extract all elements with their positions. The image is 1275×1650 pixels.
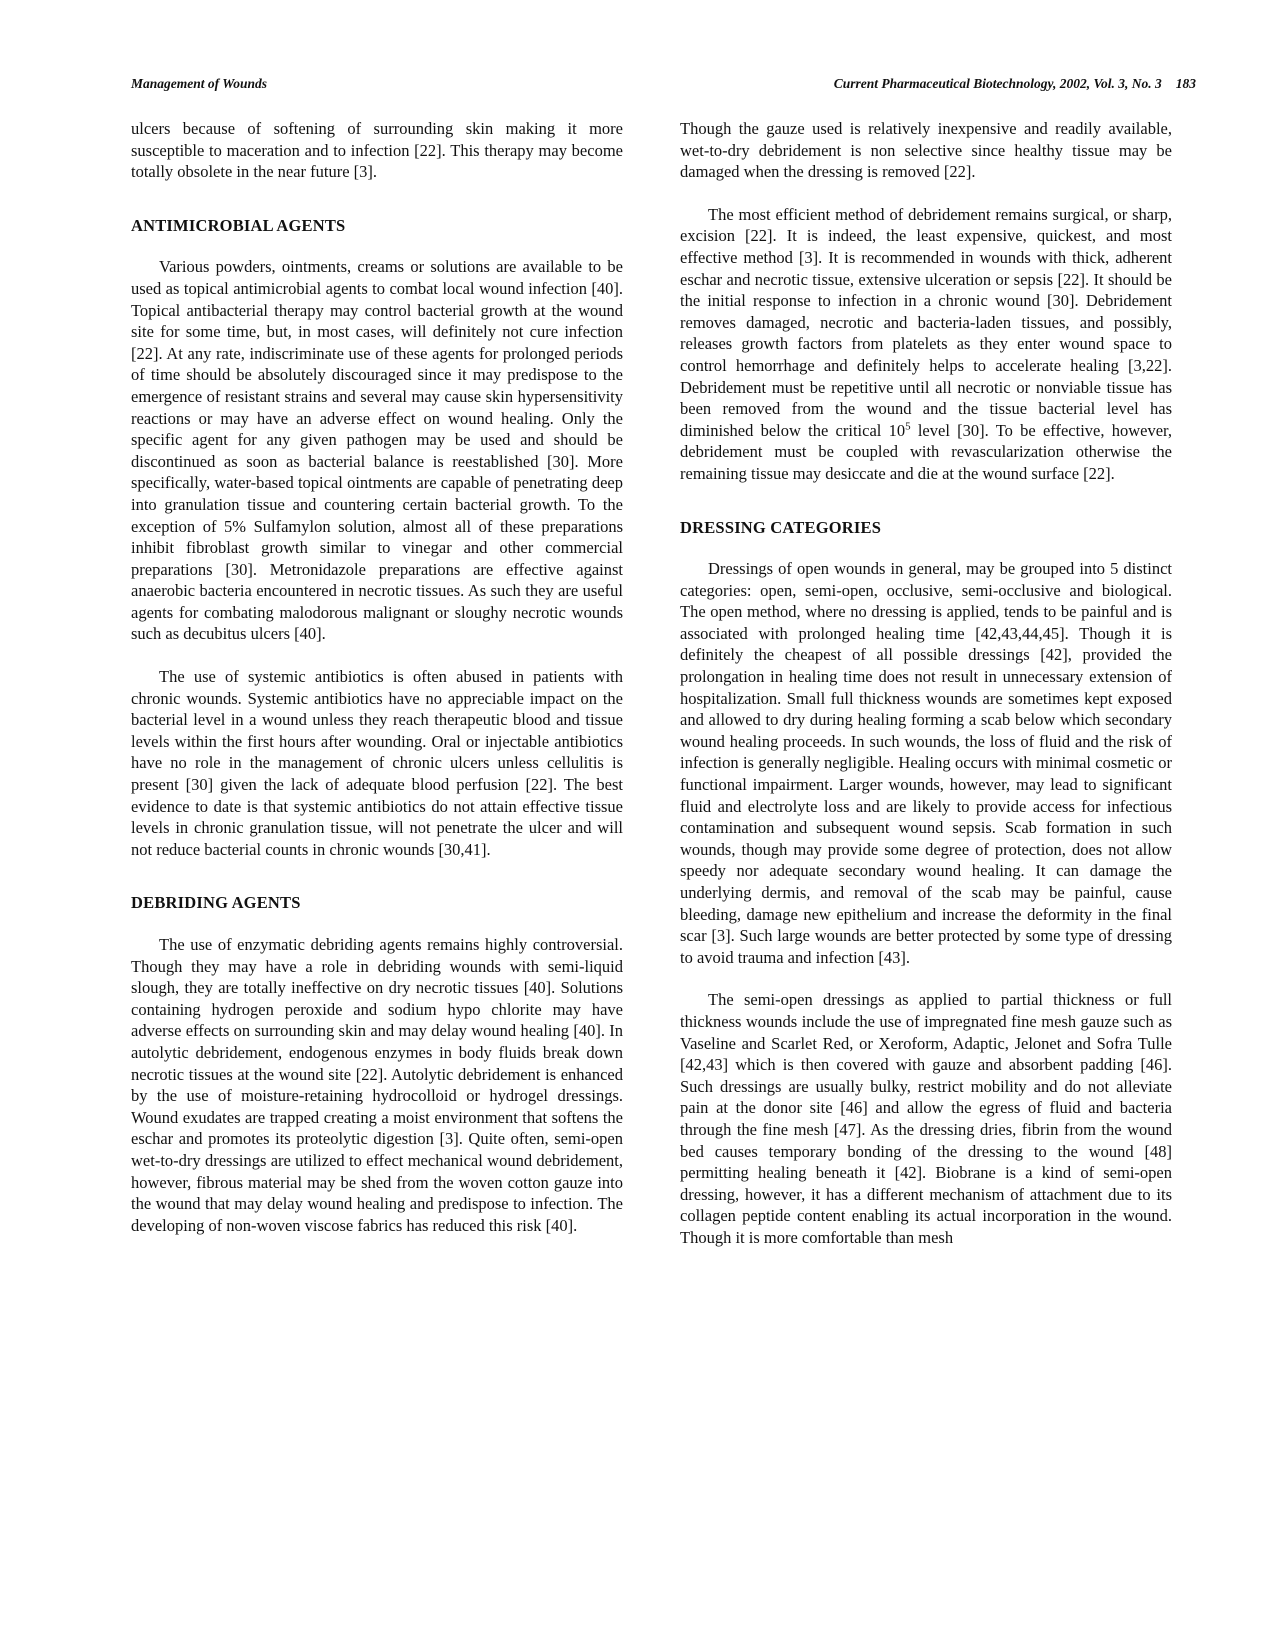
- paragraph: The semi-open dressings as applied to partial thickness or full thickness wounds include the use of impregnated fine mesh gauze such as Vaseline and Scarlet Red, or Xeroform, Adaptic, Jelonet and Sofra Tulle [42,43] which is then covered with gauze and absorbent padding [46]. Such dressings are usually bulky, restrict mobility and do not alleviate pain at the donor site [46] and allow the egress of fluid and bacteria through the fine mesh [47]. As the dressing dries, fibrin from the wound bed causes temporary bonding of the dressing to the wound [48] permitting healing beneath it [42]. Biobrane is a kind of semi-open dressing, however, it has a different mechanism of attachment due to its collagen peptide content enabling its actual incorporation in the wound. Though it is more comfortable than mesh: [680, 990, 1172, 1247]
- right-column: [680, 118, 1172, 1249]
- paragraph: Various powders, ointments, creams or solutions are available to be used as topical antimicrobial agents to combat local wound infection [40]. Topical antibacterial therapy may control bacterial growth at the wound site for some time, but, in most cases, will definitely not cure infection [22]. At any rate, indiscriminate use of these agents for prolonged periods of time should be absolutely discouraged since it may predispose to the emergence of resistant strains and several may cause skin hypersensitivity reactions or may have an adverse effect on wound healing. Only the specific agent for any given pathogen may be used and should be discontinued as soon as bacterial balance is reestablished [30]. More specifically, water-based topical ointments are capable of penetrating deep into granulation tissue and countering certain bacterial growth. To the exception of 5% Sulfamylon solution, almost all of these preparations inhibit fibroblast growth similar to vinegar and other commercial preparations [30]. Metronidazole preparations are effective against anaerobic bacteria encountered in necrotic tissues. As such they are useful agents for combating malodorous malignant or sloughy necrotic wounds such as decubitus ulcers [40].: [131, 257, 623, 644]
- running-header-right: [834, 76, 1196, 92]
- paragraph: The use of enzymatic debriding agents remains highly controversial. Though they may have a role in debriding wounds with semi-liquid slough, they are totally ineffective on dry necrotic tissues [40]. Solutions containing hydrogen peroxide and sodium hypo chlorite may have adverse effects on surrounding skin and may delay wound healing [40]. In autolytic debridement, endogenous enzymes in body fluids break down necrotic tissues at the wound site [22]. Autolytic debridement is enhanced by the use of moisture-retaining hydrocolloid or hydrogel dressings. Wound exudates are trapped creating a moist environment that softens the eschar and promotes its proteolytic digestion [3]. Quite often, semi-open wet-to-dry dressings are utilized to effect mechanical wound debridement, however, fibrous material may be shed from the woven cotton gauze into the wound that may delay wound healing and predispose to infection. The developing of non-woven viscose fabrics has reduced this risk [40].: [131, 935, 623, 1235]
- section-heading-debriding: DEBRIDING AGENTS: [131, 893, 301, 913]
- paragraph: The use of systemic antibiotics is often abused in patients with chronic wounds. Systemic antibiotics have no appreciable impact on the bacterial level in a wound unless they reach therapeutic blood and tissue levels within the first hours after wounding. Oral or injectable antibiotics have no role in the management of chronic ulcers unless cellulitis is present [30] given the lack of adequate blood perfusion [22]. The best evidence to date is that systemic antibiotics do not attain effective tissue levels in chronic granulation tissue, will not penetrate the ulcer and will not reduce bacterial counts in chronic wounds [30,41].: [131, 667, 623, 859]
- journal-citation: Current Pharmaceutical Biotechnology, 2002, Vol. 3, No. 3: [833, 76, 1162, 91]
- paragraph-text: The most efficient method of debridement remains surgical, or sharp, excision [22]. It is indeed, the least expensive, quickest, and most effective method [3]. It is recommended in wounds with thick, adherent eschar and necrotic tissue, extensive ulceration or sepsis [22]. It should be the initial response to infection in a chronic wound [30]. Debridement removes damaged, necrotic and bacteria-laden tissues, and possibly, releases growth factors from platelets as they enter wound space to control hemorrhage and definitely helps to accelerate healing [3,22]. Debridement must be repetitive until all necrotic or nonviable tissue has been removed from the wound and the tissue bacterial level has diminished below the critical 10: [680, 204, 1172, 440]
- left-column: [131, 118, 623, 1236]
- section-heading-dressing-categories: DRESSING CATEGORIES: [680, 517, 882, 537]
- paragraph: [680, 204, 1172, 485]
- paragraph-text: level [30]. To be effective, however, debridement must be coupled with revascularization otherwise the remaining tissue may desiccate and die at the wound surface [22].: [680, 420, 1172, 483]
- paragraph: Dressings of open wounds in general, may be grouped into 5 distinct categories: open, semi-open, occlusive, semi-occlusive and biological. The open method, where no dressing is applied, tends to be painful and is associated with prolonged healing time [42,43,44,45]. Though it is definitely the cheapest of all possible dressings [42], provided the prolongation in healing time does not result in unnecessary extension of hospitalization. Small full thickness wounds are sometimes kept exposed and allowed to dry during healing forming a scab below which secondary wound healing proceeds. In such wounds, the loss of fluid and the risk of infection is generally negligible. Healing occurs with minimal cosmetic or functional impairment. Larger wounds, however, may lead to significant fluid and electrolyte loss and are likely to provide access for infectious contamination and subsequent wound sepsis. Scab formation in such wounds, though may provide some degree of protection, does not allow speedy nor adequate secondary wound healing. It can damage the underlying dermis, and removal of the scab may be painful, cause bleeding, damage new epithelium and increase the deformity in the final scar [3]. Such large wounds are better protected by some type of dressing to avoid trauma and infection [43].: [680, 559, 1172, 967]
- superscript-exponent: 5: [905, 420, 911, 433]
- paragraph: ulcers because of softening of surrounding skin making it more susceptible to maceration and to infection [22]. This therapy may become totally obsolete in the near future [3].: [131, 119, 623, 182]
- page-number: 183: [1175, 76, 1196, 91]
- running-header-left: Management of Wounds: [131, 76, 268, 91]
- paragraph: Though the gauze used is relatively inexpensive and readily available, wet-to-dry debridement is non selective since healthy tissue may be damaged when the dressing is removed [22].: [680, 119, 1172, 182]
- section-heading-antimicrobial: ANTIMICROBIAL AGENTS: [131, 215, 346, 235]
